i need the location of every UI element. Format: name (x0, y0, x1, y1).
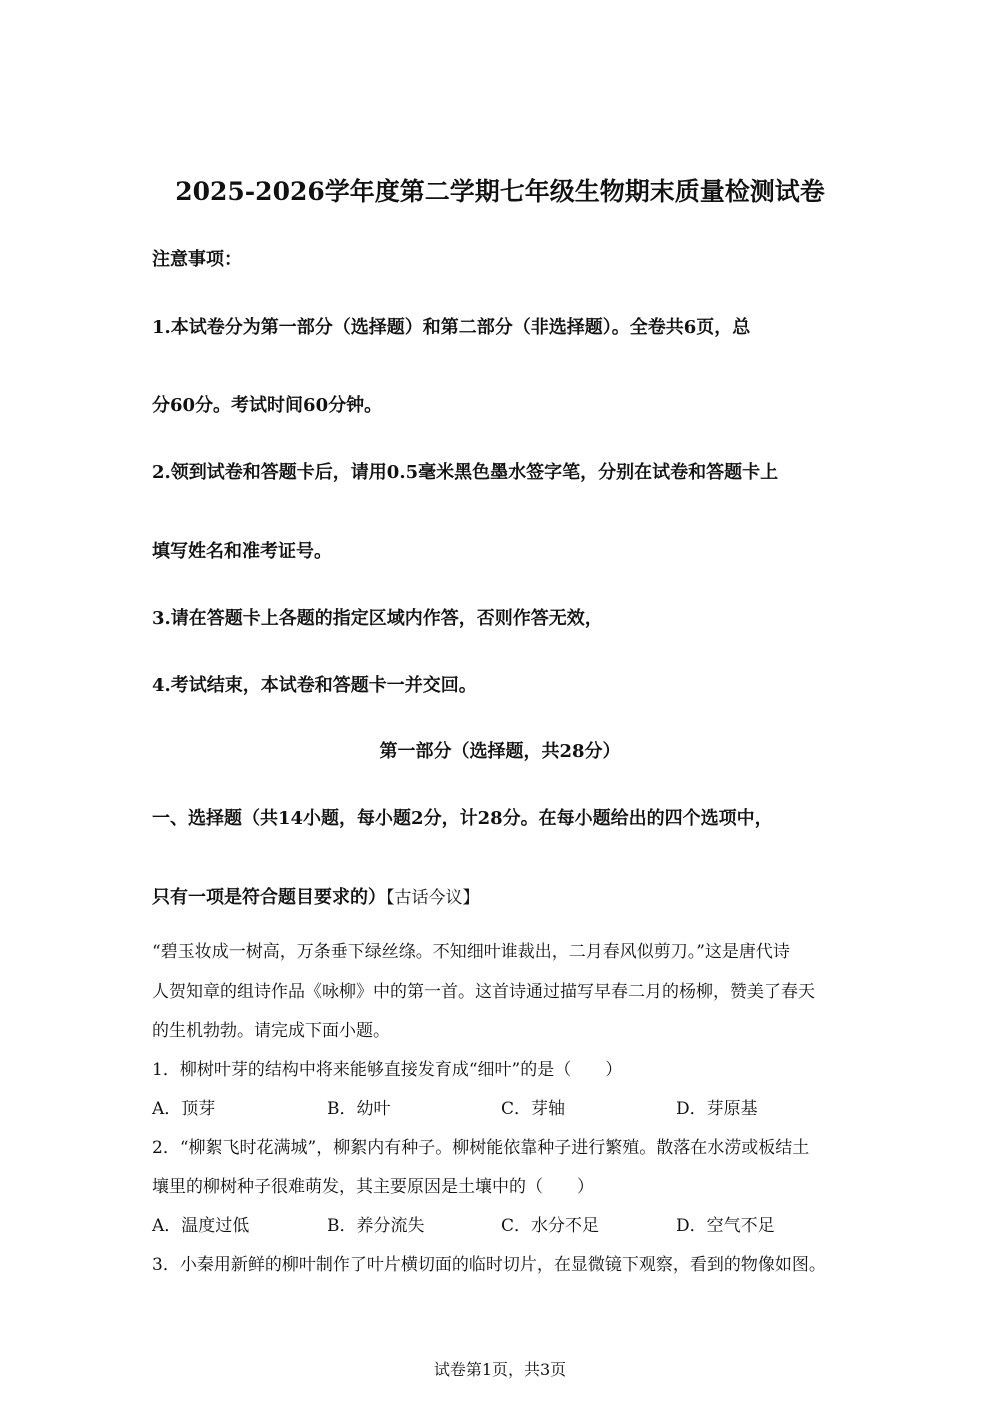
question-2-option-b[interactable]: B．养分流失 (327, 1216, 425, 1236)
question-2-option-d[interactable]: D．空气不足 (676, 1216, 775, 1236)
question-1-option-a[interactable]: A．顶芽 (152, 1099, 216, 1119)
passage-line-3: 的生机勃勃。请完成下面小题。 (152, 1021, 390, 1041)
passage-line-1: “碧玉妆成一树高，万条垂下绿丝绦。不知细叶谁裁出，二月春风似剪刀。”这是唐代诗 (152, 942, 790, 962)
question-1-stem: 1．柳树叶芽的结构中将来能够直接发育成“细叶”的是（ ） (152, 1060, 623, 1080)
page-footer: 试卷第1页，共3页 (433, 1360, 567, 1379)
question-1-option-c[interactable]: C．芽轴 (501, 1099, 566, 1119)
notice-item-4: 4.考试结束，本试卷和答题卡一并交回。 (152, 675, 477, 696)
notice-item-2-line-2: 填写姓名和准考证号。 (152, 541, 332, 562)
question-1-option-b[interactable]: B．幼叶 (327, 1099, 391, 1119)
question-1-option-d[interactable]: D．芽原基 (676, 1099, 758, 1119)
notice-item-1-line-2: 分60分。考试时间60分钟。 (152, 395, 383, 416)
question-2-stem-line-1: 2．“柳絮飞时花满城”，柳絮内有种子。柳树能依靠种子进行繁殖。散落在水涝或板结土 (152, 1138, 810, 1158)
part-one-heading: 第一部分（选择题，共28分） (379, 741, 621, 762)
section-one-line-2 (152, 883, 480, 909)
notice-item-3: 3.请在答题卡上各题的指定区域内作答，否则作答无效， (152, 608, 603, 629)
notice-heading: 注意事项： (152, 249, 242, 270)
question-2-option-a[interactable]: A．温度过低 (152, 1216, 250, 1236)
section-one-line-1: 一、选择题（共14小题，每小题2分，计28分。在每小题给出的四个选项中， (152, 808, 773, 829)
question-3-stem: 3．小秦用新鲜的柳叶制作了叶片横切面的临时切片，在显微镜下观察，看到的物像如图。 (152, 1255, 826, 1275)
question-2-stem-line-2: 壤里的柳树种子很难萌发，其主要原因是土壤中的（ ） (152, 1177, 594, 1197)
passage-line-2: 人贺知章的组诗作品《咏柳》中的第一首。这首诗通过描写早春二月的杨柳，赞美了春天 (152, 982, 815, 1002)
section-one-line-2-text: 只有一项是符合题目要求的） (152, 887, 386, 908)
exam-title: 2025-2026学年度第二学期七年级生物期末质量检测试卷 (175, 177, 825, 206)
notice-item-2-line-1: 2.领到试卷和答题卡后，请用0.5毫米黑色墨水签字笔，分别在试卷和答题卡上 (152, 462, 779, 483)
section-tag: 【古话今议】 (386, 888, 480, 908)
question-2-option-c[interactable]: C．水分不足 (501, 1216, 600, 1236)
notice-item-1-line-1: 1.本试卷分为第一部分（选择题）和第二部分（非选择题）。全卷共6页，总 (152, 317, 751, 338)
